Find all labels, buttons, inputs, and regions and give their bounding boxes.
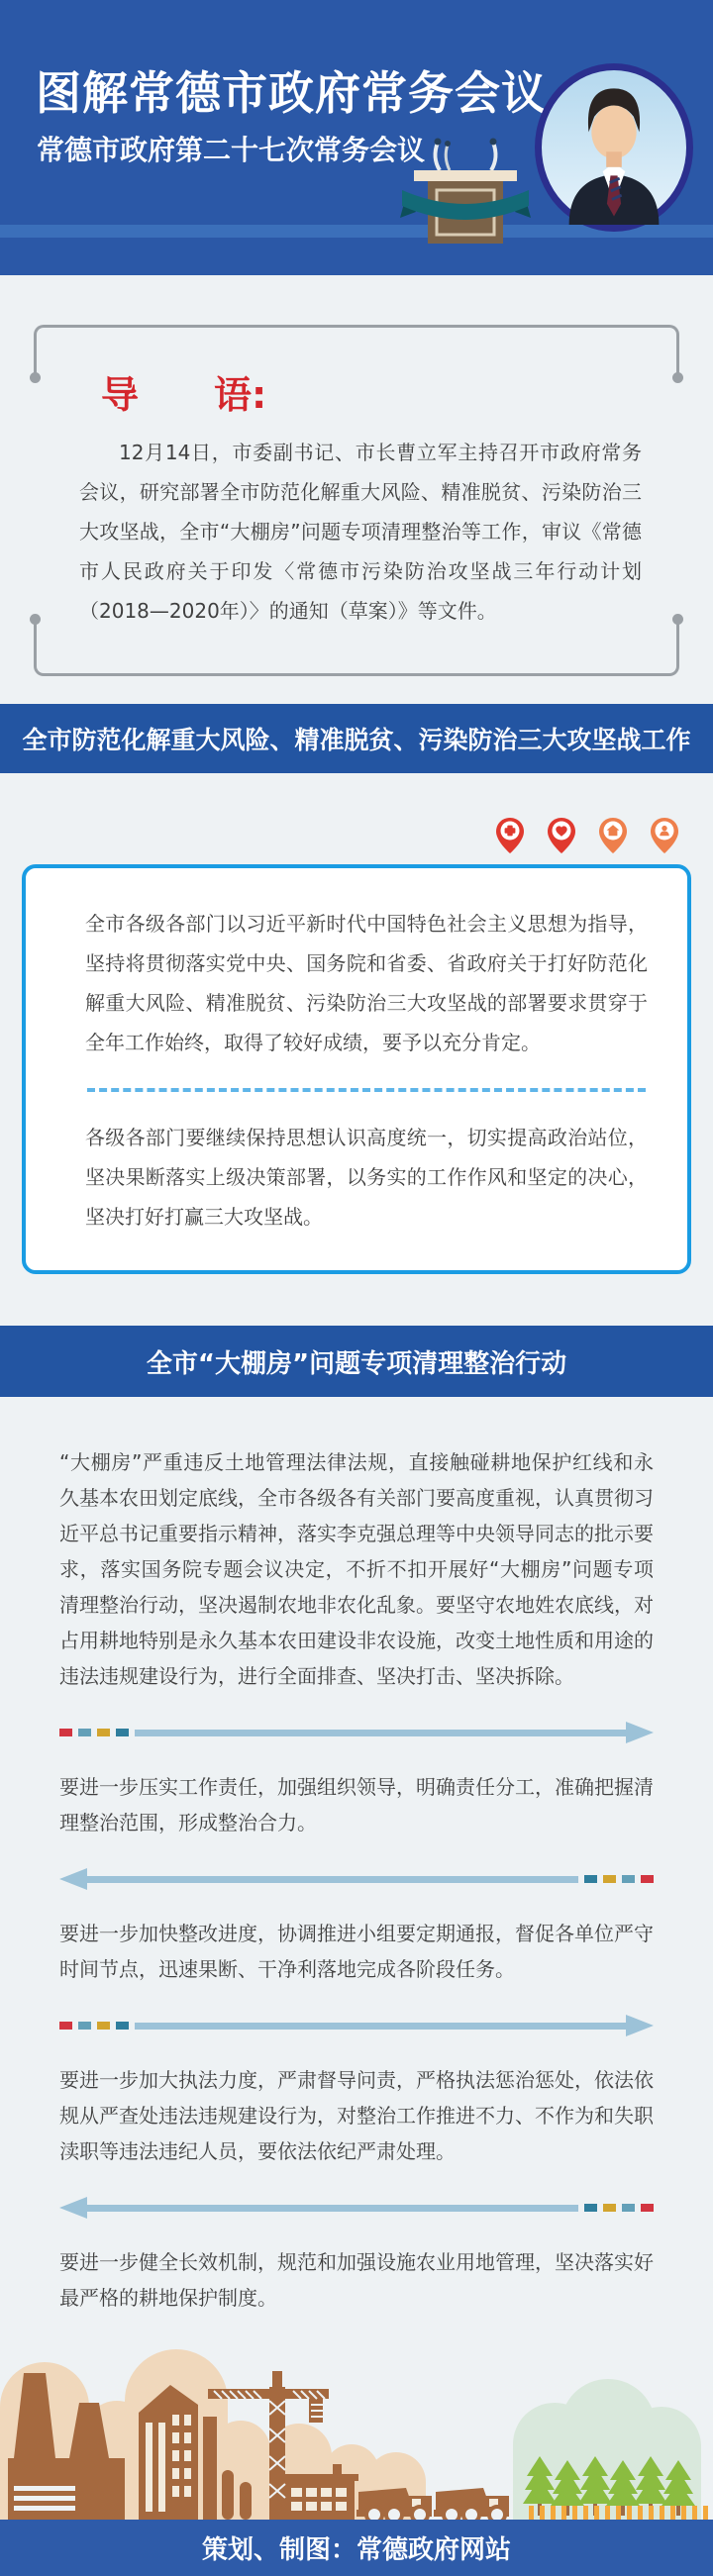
summary-box [22,864,691,1274]
point-paragraph-3: 要进一步加大执法力度，严肃督导问责，严格执法惩治惩处，依法依规从严查处违法违规建设行为，对整治工作推进不力、不作为和失职渎职等违法违纪人员，要依法依纪严肃处理。 [59,2068,654,2163]
header [0,0,713,275]
map-pins-row [0,817,679,858]
square-steel [622,2204,635,2212]
footer-credit: 策划、制图：常德政府网站 [201,2535,511,2565]
section1-banner [0,704,713,773]
square-gold [603,2204,616,2212]
dashed-divider [87,1088,646,1092]
square-red [59,1729,72,1736]
intro-label: 导 语: [101,373,267,417]
square-gold [97,2022,110,2030]
arrow-shaft [135,1730,626,1736]
arrow-shaft [87,2205,578,2212]
arrow-head-left [59,2197,87,2219]
lead-paragraph: “大棚房”严重违反土地管理法律法规，直接触碰耕地保护红线和永久基本农田划定底线，全市各级各有关部门要高度重视，认真贯彻习近平总书记重要指示精神，落实李克强总理等中央领导同志的批示要求，落实国务院专题会议决定，不折不扣开展好“大棚房”问题专项清理整治行动，坚决遏制农地非农化乱象。要坚守农地姓农底线，对占用耕地特别是永久基本农田建设非农设施，改变土地性质和用途的违法违规建设行为，进行全面排查、坚决打击、坚决拆除。 [59,1450,654,1688]
podium-icon [402,135,529,249]
arrow-left-divider [59,2197,654,2219]
square-red [641,1875,654,1883]
arrow-shaft [135,2023,626,2030]
square-steel [78,1729,91,1736]
point-paragraph-4: 要进一步健全长效机制，规范和加强设施农业用地管理，坚决落实好最严格的耕地保护制度。 [59,2250,654,2310]
square-teal [584,1875,597,1883]
section2-content [0,1397,713,2316]
point-paragraph-2: 要进一步加快整改进度，协调推进小组要定期通报，督促各单位严守时间节点，迅速果断、干净利落地完成各阶段任务。 [59,1922,654,1981]
summary-paragraph-1: 全市各级各部门以习近平新时代中国特色社会主义思想为指导，坚持将贯彻落实党中央、国务院和省委、省政府关于打好防范化解重大风险、精准脱贫、污染防治三大攻坚战的部署要求贯穿于全年工作始终，取得了较好成绩，要予以充分肯定。 [85,912,648,1054]
medical-cross-pin-icon [495,817,525,858]
square-teal [116,1729,129,1736]
person-pin-icon [650,817,679,858]
section2-banner-text: 全市“大棚房”问题专项清理整治行动 [146,1348,567,1379]
page-subtitle: 常德市政府第二十七次常务会议 [37,134,426,166]
official-portrait [535,63,693,232]
home-pin-icon [598,817,628,858]
arrow-right-divider [59,2015,654,2036]
section2-banner [0,1326,713,1397]
square-teal [116,2022,129,2030]
arrow-head-right [626,2015,654,2036]
square-steel [78,2022,91,2030]
arrow-shaft [87,1876,578,1883]
square-gold [603,1875,616,1883]
intro-section [34,325,679,676]
arrow-left-divider [59,1868,654,1890]
arrow-head-right [626,1722,654,1743]
summary-paragraph-2: 各级各部门要继续保持思想认识高度统一，切实提高政治站位，坚决果断落实上级决策部署，以务实的工作作风和坚定的决心，坚决打好打赢三大攻坚战。 [85,1126,648,1229]
arrow-right-divider [59,1722,654,1743]
city-and-trees-illustration [0,2316,713,2520]
heart-pin-icon [547,817,576,858]
section1-banner-text: 全市防范化解重大风险、精准脱贫、污染防治三大攻坚战工作 [22,726,691,754]
square-teal [584,2204,597,2212]
square-red [641,2204,654,2212]
square-red [59,2022,72,2030]
point-paragraph-1: 要进一步压实工作责任，加强组织领导，明确责任分工，准确把握清理整治范围，形成整治合力。 [59,1775,654,1834]
arrow-head-left [59,1868,87,1890]
footer-bar [0,2520,713,2576]
square-steel [622,1875,635,1883]
page-title: 图解常德市政府常务会议 [36,66,548,120]
square-gold [97,1729,110,1736]
intro-paragraph: 12月14日，市委副书记、市长曹立军主持召开市政府常务会议，研究部署全市防范化解重大风险、精准脱贫、污染防治三大攻坚战，全市“大棚房”问题专项清理整治等工作，审议《常德市人民政府关于印发〈常德市污染防治攻坚战三年行动计划（2018—2020年）〉的通知（草案）》等文件。 [79,441,642,623]
